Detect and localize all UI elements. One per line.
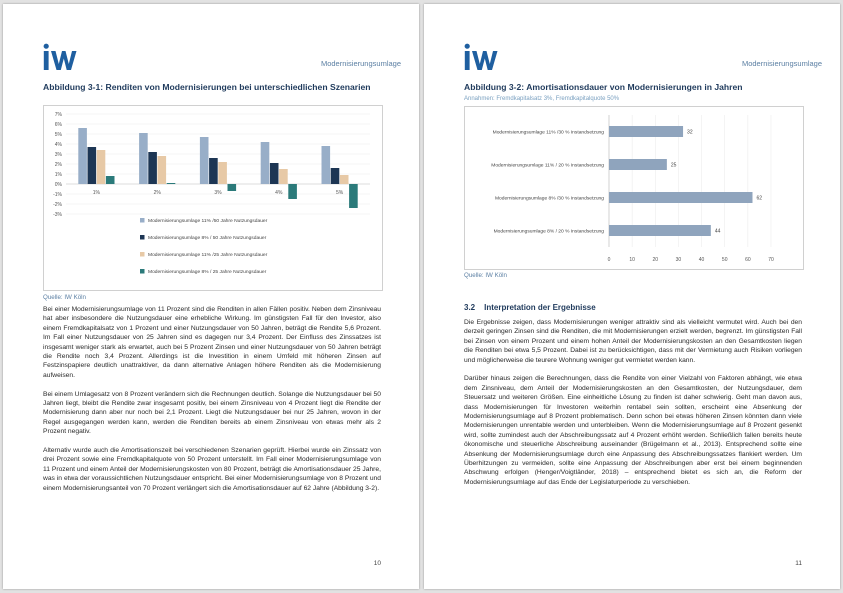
y-tick-label: 3%	[54, 152, 62, 158]
y-tick-label: 7%	[54, 112, 62, 118]
category-label: Modernisierungsumlage 11% /30 % Instandsetzung	[492, 130, 604, 136]
paragraph: Die Ergebnisse zeigen, dass Modernisierungen weniger attraktiv sind als vielleicht vermutet wird. Auch bei den derzeit geringen Zinsen sind die Renditen, die mit Modernisierungen erzielt werden, begrenzt. Im günstigsten Fall bei Zinsen von einem Prozent und einem hohen Anteil der Modernisierungskosten an den Gesamtkosten liegen die Renditen bei etwa 5,5 Prozent. Dabei ist zu berücksichtigen, dass mit der Vermietung auch Risiken vorliegen und möglicherweise die teurere Wohnung weniger gut vermietet werden kann.	[464, 319, 802, 364]
legend-label: Modernisierungsumlage 11% /25 Jahre Nutzungsdauer	[148, 253, 268, 258]
figure-subtitle: Annahmen: Fremdkapitalsatz 3%, Fremdkapitalquote 50%	[464, 96, 620, 102]
bar	[609, 126, 683, 137]
amortization-chart-svg	[465, 107, 803, 269]
body-text	[464, 318, 802, 497]
legend-label: Modernisierungsumlage 8% / 50 Jahre Nutzungsdauer	[148, 236, 267, 241]
y-tick-label: 5%	[54, 132, 62, 138]
iw-logo	[464, 43, 498, 71]
running-title: Modernisierungsumlage	[320, 59, 401, 68]
legend-swatch	[140, 235, 145, 240]
y-tick-label: 1%	[54, 172, 62, 178]
section-number: 3.2	[464, 303, 476, 312]
bar	[167, 183, 176, 184]
bar	[288, 184, 297, 199]
figure-title: Abbildung 3-1: Renditen von Modernisierungen bei unterschiedlichen Szenarien	[43, 82, 371, 92]
figure-title: Abbildung 3-2: Amortisationsdauer von Modernisierungen in Jahren	[464, 82, 743, 92]
x-tick-label: 10	[629, 257, 635, 263]
y-tick-label: 0%	[54, 182, 62, 188]
x-tick-label: 4%	[275, 190, 283, 196]
paragraph: Alternativ wurde auch die Amortisationszeit bei verschiedenen Szenarien geprüft. Hierbei wurde ein Zinssatz von drei Prozent sowie eine Fremdkapitalquote von 50 Prozent unterstellt. Im Fall einer Modernisierungsumlage von 11 Prozent und einem Anteil der Modernisierungskosten von 80 Prozent, beträgt die Amortisationsdauer 25 Jahre, was in etwa der voraussichtlichen Nutzungsdauer entspricht. Bei einer Modernisierungsumlage von 8 Prozent und einem Modernisierungsanteil von 70 Prozent verlängert sich die Amortisationsdauer auf 62 Jahre (Abbildung 3-2).	[43, 447, 381, 492]
category-label: Modernisierungsumlage 8% /30 % Instandsetzung	[494, 196, 604, 202]
x-tick-label: 3%	[214, 190, 222, 196]
bar	[609, 225, 711, 236]
y-tick-label: 2%	[54, 162, 62, 168]
bar	[78, 128, 87, 184]
legend-swatch	[140, 218, 145, 223]
x-tick-label: 20	[652, 257, 659, 263]
x-tick-label: 60	[745, 257, 751, 263]
category-label: Modernisierungsumlage 11% / 20 % Instandsetzung	[491, 163, 604, 169]
bar	[270, 163, 279, 184]
x-tick-label: 0	[607, 257, 611, 263]
bar	[106, 176, 115, 184]
running-title: Modernisierungsumlage	[741, 59, 822, 68]
legend-swatch	[140, 252, 145, 257]
bar	[209, 158, 218, 184]
page-left	[3, 4, 419, 589]
bar	[322, 146, 331, 184]
bar	[228, 184, 237, 191]
bar	[88, 147, 97, 184]
x-tick-label: 1%	[92, 190, 101, 196]
bar	[261, 142, 270, 184]
legend-swatch	[140, 269, 145, 274]
bar	[158, 156, 167, 184]
body-text	[43, 305, 381, 502]
bar	[139, 133, 148, 184]
iw-logo	[43, 43, 77, 71]
page-number: 11	[795, 560, 802, 567]
x-tick-label: 30	[675, 257, 682, 263]
x-tick-label: 70	[768, 257, 774, 263]
x-tick-label: 2%	[153, 190, 161, 196]
legend-label: Modernisierungsumlage 11% /50 Jahre Nutzungsdauer	[148, 219, 268, 224]
x-tick-label: 50	[721, 257, 728, 263]
bar	[279, 169, 288, 184]
y-tick-label: -3%	[53, 212, 62, 218]
page-number: 10	[373, 560, 381, 567]
x-tick-label: 40	[698, 257, 705, 263]
y-tick-label: -2%	[53, 202, 62, 208]
bar	[97, 150, 106, 184]
paragraph: Bei einer Modernisierungsumlage von 11 Prozent sind die Renditen in allen Fällen positiv. Neben dem Zinsniveau hat aber insbesondere die Nutzungsdauer eine erhebliche Wirkung. Im günstigsten Fall für den Investor, also einem Fremdkapitalsatz von 1 Prozent und einer Nutzungsdauer von 50 Jahren, beträgt die Rendite 5,6 Prozent. Im Fall einer Nutzungsdauer von 25 Jahren sind es dagegen nur 3,4 Prozent. Der Einfluss des Zinssatzes ist insgesamt weniger stark als erwartet, auch bei 5 Prozent Zinsen und einer Nutzungsdauer von 50 Jahren beträgt die Rendite noch 3,4 Prozent. Allerdings ist die Investition in einem Umfeld mit höheren Zinsen auf Festzinspapiere deutlich unattraktiver, da dann alternative Anlagen höhere Renditen als die Modernisierung aufweisen.	[43, 306, 381, 379]
section-heading	[464, 303, 596, 312]
returns-chart	[43, 105, 383, 291]
returns-chart-svg	[44, 106, 382, 290]
bar	[148, 152, 157, 184]
paragraph: Darüber hinaus zeigen die Berechnungen, dass die Rendite von einer Vielzahl von Faktoren abhängt, wie etwa dem Zinsniveau, dem Anteil der Modernisierungskosten an den Gesamtkosten, der Nutzungsdauer, dem Steuersatz und weiteren Größen. Eine einheitliche Lösung zu finden ist daher schwierig. Geht man davon aus, dass Modernisierungen für Investoren weiterhin rentabel sein sollten, erscheint eine Absenkung der Modernisierungsumlage auf 8 Prozent problematisch. Denn schon bei etwas höheren Zinsen könnten dann viele Modernisierungen unrentable werden und unterbleiben. Wenn die Modernisierungsumlage auf 8 Prozent gesenkt wird, sollte zumindest auch der Abschreibungssatz auf 4 Prozent erhöht werden. Schließlich fallen bereits heute ökonomische und steuerliche Abschreibung auseinander (Brügelmann et al., 2013). Entsprechend sollte eine Absenkung der Modernisierungsumlage durch eine Anpassung des Abschreibungssatzes flankiert werden. Um Überhitzungen zu vermeiden, sollte eine Anpassung der Abschreibungen aber erst bei einem beginnenden Abschwung erfolgen (Henger/Voigtländer, 2018) – entsprechend bietet es sich an, die Reform der Modernisierungsumlage auf das Ende der Legislaturperiode zu verschieben.	[464, 375, 802, 486]
amortization-chart	[464, 106, 804, 270]
data-label: 44	[714, 228, 721, 235]
data-label: 32	[687, 129, 693, 136]
section-title: Interpretation der Ergebnisse	[484, 303, 596, 312]
figure-source: Quelle: IW Köln	[43, 294, 86, 301]
figure-source: Quelle: IW Köln	[464, 272, 507, 279]
bar	[609, 159, 667, 170]
data-label: 62	[756, 195, 763, 202]
x-tick-label: 5%	[335, 190, 344, 196]
bar	[340, 175, 349, 184]
data-label: 25	[670, 162, 677, 169]
bar	[331, 168, 340, 184]
bar	[609, 192, 752, 203]
y-tick-label: 6%	[54, 122, 62, 128]
legend-label: Modernisierungsumlage 8% / 25 Jahre Nutzungsdauer	[148, 270, 267, 275]
bar	[200, 137, 209, 184]
bar	[349, 184, 358, 208]
page-right	[424, 4, 840, 589]
y-tick-label: -1%	[53, 192, 62, 198]
y-tick-label: 4%	[54, 142, 62, 148]
category-label: Modernisierungsumlage 8% / 20 % Instandsetzung	[493, 229, 604, 235]
paragraph: Bei einem Umlagesatz von 8 Prozent verändern sich die Rechnungen deutlich. Solange die Nutzungsdauer bei 50 Jahren liegt, bleibt die Rendite zwar insgesamt positiv, bei einem Zinsniveau von 4 Prozent liegt die Rendite der Modernisierung dann aber nur noch bei 2,1 Prozent. Liegt die Nutzungsdauer bei nur 25 Jahren, wovon in der Regel ausgegangen werden kann, werden die Renditen bereits ab einem Zinsniveau von etwas mehr als 2 Prozent negativ.	[43, 390, 381, 436]
bar	[218, 162, 227, 184]
